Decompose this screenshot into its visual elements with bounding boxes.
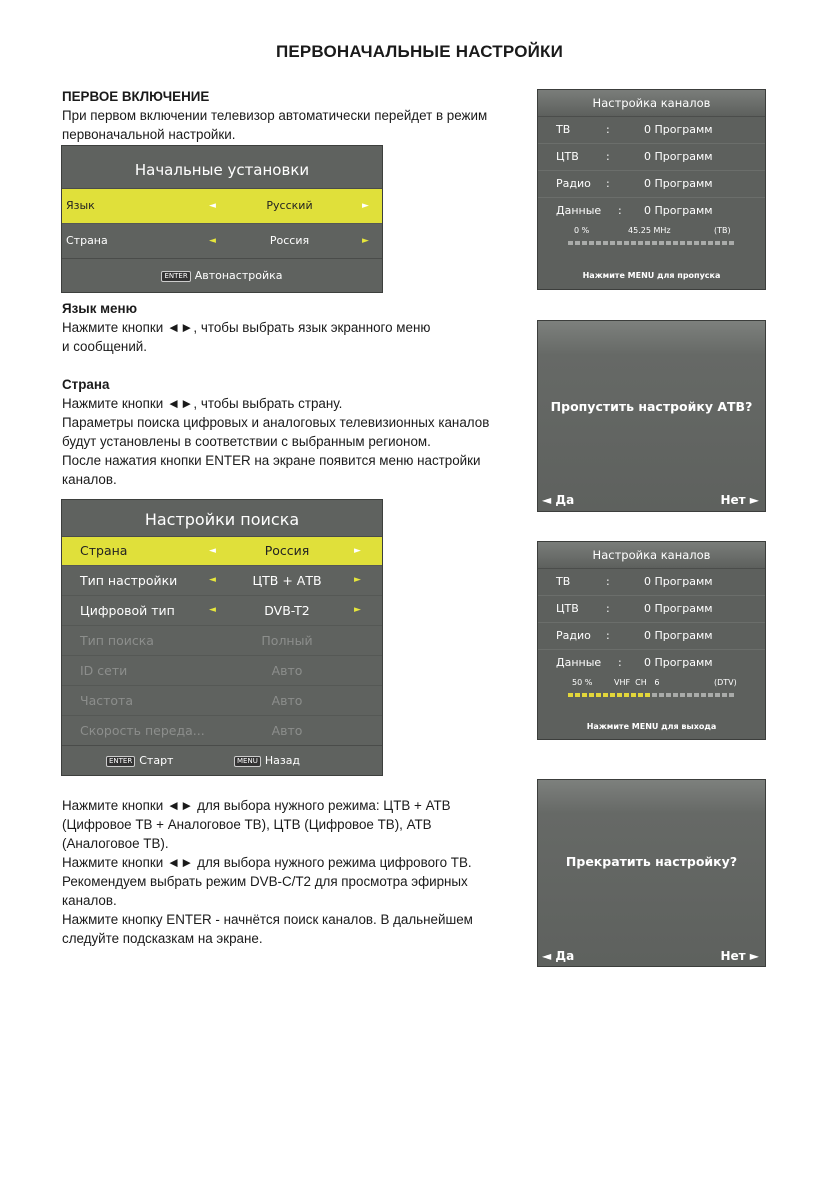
menu-key-icon: MENU xyxy=(234,756,261,767)
no-button[interactable]: Нет ► xyxy=(720,493,759,507)
search-row-country[interactable] xyxy=(62,537,382,566)
progress-percent: 0 % xyxy=(574,226,590,235)
progress-segment xyxy=(589,241,594,245)
progress-segment xyxy=(624,241,629,245)
first-on-line1: При первом включении телевизор автоматически перейдет в режим xyxy=(62,108,488,123)
row-sep: : xyxy=(606,177,610,190)
row-sep: : xyxy=(606,150,610,163)
initial-menu-footer[interactable] xyxy=(62,259,382,293)
progress-segment xyxy=(596,693,601,697)
row-label: ТВ xyxy=(556,575,571,588)
row-value: Полный xyxy=(261,633,313,648)
progress-segment xyxy=(589,693,594,697)
row-label: Тип настройки xyxy=(80,573,178,588)
mode-line6: каналов. xyxy=(62,893,117,908)
row-value: 0 Программ xyxy=(644,123,713,136)
right-arrow-icon[interactable]: ► xyxy=(354,605,361,615)
scan2-row-tv xyxy=(538,569,765,596)
country-line3: будут установлены в соответствии с выбранным регионом. xyxy=(62,434,431,449)
left-arrow-icon[interactable]: ◄ xyxy=(209,605,216,615)
frequency: 45.25 MHz xyxy=(628,226,671,235)
row-value: Русский xyxy=(266,199,313,212)
search-row-network-id xyxy=(62,656,382,686)
language-heading: Язык меню xyxy=(62,301,138,316)
progress-segment xyxy=(659,241,664,245)
progress-segment xyxy=(708,693,713,697)
country-line4: После нажатия кнопки ENTER на экране появится меню настройки xyxy=(62,453,481,468)
search-row-tune-type[interactable] xyxy=(62,566,382,596)
row-sep: : xyxy=(606,602,610,615)
initial-settings-menu xyxy=(61,145,383,293)
progress-segment xyxy=(715,693,720,697)
row-label: Скорость переда... xyxy=(80,723,205,738)
search-menu-title: Настройки поиска xyxy=(62,500,382,537)
band-channel: VHF CH 6 xyxy=(614,678,660,687)
row-sep: : xyxy=(618,656,622,669)
progress-segment xyxy=(708,241,713,245)
first-on-section xyxy=(62,87,532,144)
progress-segment xyxy=(624,693,629,697)
progress-segment xyxy=(687,241,692,245)
dialog-question: Прекратить настройку? xyxy=(565,854,738,869)
scan2-progress xyxy=(538,676,765,704)
menu-row-language[interactable] xyxy=(62,189,382,224)
progress-segment xyxy=(568,693,573,697)
scan1-row-data xyxy=(538,198,765,224)
mode-line2: (Цифровое ТВ + Аналоговое ТВ), ЦТВ (Цифровое ТВ), АТВ xyxy=(62,817,432,832)
progress-segment xyxy=(687,693,692,697)
scan1-title: Настройка каналов xyxy=(538,90,765,117)
row-label: Радио xyxy=(556,177,591,190)
search-menu-footer xyxy=(62,746,382,776)
row-value: Россия xyxy=(264,543,310,558)
row-value: 0 Программ xyxy=(644,602,713,615)
row-sep: : xyxy=(618,204,622,217)
progress-segment xyxy=(610,241,615,245)
progress-segment xyxy=(680,693,685,697)
mode-line5: Рекомендуем выбрать режим DVB-C/T2 для просмотра эфирных xyxy=(62,874,468,889)
progress-segment xyxy=(603,241,608,245)
dialog-question: Пропустить настройку АТВ? xyxy=(550,399,753,414)
progress-segment xyxy=(722,241,727,245)
mode-instructions xyxy=(62,796,532,948)
progress-segment xyxy=(680,241,685,245)
country-line2: Параметры поиска цифровых и аналоговых телевизионных каналов xyxy=(62,415,490,430)
yes-button[interactable]: ◄ Да xyxy=(542,949,575,963)
row-label: Данные xyxy=(556,656,602,669)
progress-segment xyxy=(729,693,734,697)
row-value: ЦТВ + АТВ xyxy=(252,573,322,588)
skip-atv-dialog xyxy=(537,320,766,512)
mode-line4: Нажмите кнопки ◄► для выбора нужного режима цифрового ТВ. xyxy=(62,855,472,870)
progress-segment xyxy=(582,241,587,245)
search-row-symbol-rate xyxy=(62,716,382,746)
row-label: ТВ xyxy=(556,123,571,136)
scan1-row-tv xyxy=(538,117,765,144)
scan2-footer: Нажмите MENU для выхода xyxy=(586,722,717,731)
row-label: ID сети xyxy=(80,663,128,678)
progress-segment xyxy=(729,241,734,245)
scan2-title: Настройка каналов xyxy=(538,542,765,569)
progress-segment xyxy=(582,693,587,697)
progress-segment xyxy=(617,241,622,245)
row-label: ЦТВ xyxy=(556,602,579,615)
row-value: 0 Программ xyxy=(644,150,713,163)
row-value: 0 Программ xyxy=(644,656,713,669)
progress-segment xyxy=(596,241,601,245)
stop-tuning-dialog xyxy=(537,779,766,967)
row-label: Данные xyxy=(556,204,602,217)
progress-segment xyxy=(652,693,657,697)
mode-line1: Нажмите кнопки ◄► для выбора нужного режима: ЦТВ + АТВ xyxy=(62,798,451,813)
search-row-frequency xyxy=(62,686,382,716)
scan2-row-data xyxy=(538,650,765,676)
row-label: Язык xyxy=(66,199,95,212)
search-settings-menu xyxy=(61,499,383,776)
autotune-label: Автонастройка xyxy=(194,269,283,282)
progress-segment xyxy=(568,241,573,245)
language-section xyxy=(62,299,532,356)
scan2-row-dtv xyxy=(538,596,765,623)
progress-segment xyxy=(722,693,727,697)
channel-scan-screen-1 xyxy=(537,89,766,290)
page-title: ПЕРВОНАЧАЛЬНЫЕ НАСТРОЙКИ xyxy=(275,42,564,61)
progress-segment xyxy=(617,693,622,697)
enter-key-icon: ENTER xyxy=(106,756,135,767)
progress-segment xyxy=(701,241,706,245)
mode-line3: (Аналоговое ТВ). xyxy=(62,836,169,851)
progress-segment xyxy=(715,241,720,245)
back-label: Назад xyxy=(264,754,301,767)
row-value: 0 Программ xyxy=(644,204,713,217)
progress-segment xyxy=(575,241,580,245)
row-label: Радио xyxy=(556,629,591,642)
language-line1: Нажмите кнопки ◄►, чтобы выбрать язык экранного меню xyxy=(62,320,431,335)
progress-percent: 50 % xyxy=(572,678,593,687)
right-arrow-icon[interactable]: ► xyxy=(354,546,361,556)
row-label: Страна xyxy=(80,543,128,558)
row-value: Авто xyxy=(271,723,303,738)
row-value: Россия xyxy=(269,234,310,247)
row-value: Авто xyxy=(271,663,303,678)
scan2-row-radio xyxy=(538,623,765,650)
right-arrow-icon[interactable]: ► xyxy=(362,201,369,211)
row-sep: : xyxy=(606,575,610,588)
right-arrow-icon[interactable]: ► xyxy=(362,236,369,246)
progress-segment xyxy=(645,693,650,697)
channel-scan-screen-2 xyxy=(537,541,766,740)
progress-segment xyxy=(631,241,636,245)
progress-segment xyxy=(645,241,650,245)
row-label: Частота xyxy=(80,693,133,708)
progress-segment xyxy=(631,693,636,697)
first-on-heading: ПЕРВОЕ ВКЛЮЧЕНИЕ xyxy=(62,89,210,104)
scan1-footer: Нажмите MENU для пропуска xyxy=(582,271,721,280)
left-arrow-icon[interactable]: ◄ xyxy=(209,201,216,211)
progress-segment xyxy=(673,693,678,697)
left-arrow-icon[interactable]: ◄ xyxy=(209,575,216,585)
tv-mode: (DTV) xyxy=(714,678,737,687)
start-label: Старт xyxy=(139,754,174,767)
scan1-row-radio xyxy=(538,171,765,198)
language-line2: и сообщений. xyxy=(62,339,147,354)
progress-segment xyxy=(673,241,678,245)
row-value: DVB-T2 xyxy=(264,603,310,618)
row-value: Авто xyxy=(271,693,303,708)
row-sep: : xyxy=(606,123,610,136)
first-on-line2: первоначальной настройки. xyxy=(62,127,236,142)
back-button[interactable] xyxy=(234,746,300,776)
search-row-search-type xyxy=(62,626,382,656)
progress-segment xyxy=(666,241,671,245)
search-row-digital-type[interactable] xyxy=(62,596,382,626)
row-label: Страна xyxy=(66,234,108,247)
right-arrow-icon[interactable]: ► xyxy=(354,575,361,585)
menu-row-country[interactable] xyxy=(62,224,382,259)
progress-segment xyxy=(652,241,657,245)
mode-line7: Нажмите кнопку ENTER - начнётся поиск каналов. В дальнейшем xyxy=(62,912,473,927)
progress-segment xyxy=(603,693,608,697)
yes-button[interactable]: ◄ Да xyxy=(542,493,575,507)
country-section xyxy=(62,375,532,489)
country-line5: каналов. xyxy=(62,472,117,487)
no-button[interactable]: Нет ► xyxy=(720,949,759,963)
progress-bar xyxy=(568,241,734,245)
enter-key-icon: ENTER xyxy=(161,271,190,282)
tv-mode: (ТВ) xyxy=(714,226,731,235)
scan1-progress xyxy=(538,224,765,254)
progress-segment xyxy=(666,693,671,697)
mode-line8: следуйте подсказкам на экране. xyxy=(62,931,263,946)
progress-segment xyxy=(638,241,643,245)
progress-segment xyxy=(575,693,580,697)
progress-bar xyxy=(568,693,734,697)
progress-segment xyxy=(659,693,664,697)
progress-segment xyxy=(694,693,699,697)
initial-menu-title: Начальные установки xyxy=(62,146,382,189)
row-value: 0 Программ xyxy=(644,177,713,190)
left-arrow-icon[interactable]: ◄ xyxy=(209,546,216,556)
progress-segment xyxy=(701,693,706,697)
left-arrow-icon[interactable]: ◄ xyxy=(209,236,216,246)
country-line1: Нажмите кнопки ◄►, чтобы выбрать страну. xyxy=(62,396,343,411)
start-button[interactable] xyxy=(106,746,173,776)
row-value: 0 Программ xyxy=(644,575,713,588)
row-label: Цифровой тип xyxy=(80,603,175,618)
progress-segment xyxy=(694,241,699,245)
row-sep: : xyxy=(606,629,610,642)
row-label: ЦТВ xyxy=(556,150,579,163)
row-label: Тип поиска xyxy=(80,633,154,648)
scan1-row-dtv xyxy=(538,144,765,171)
progress-segment xyxy=(638,693,643,697)
country-heading: Страна xyxy=(62,377,110,392)
row-value: 0 Программ xyxy=(644,629,713,642)
progress-segment xyxy=(610,693,615,697)
